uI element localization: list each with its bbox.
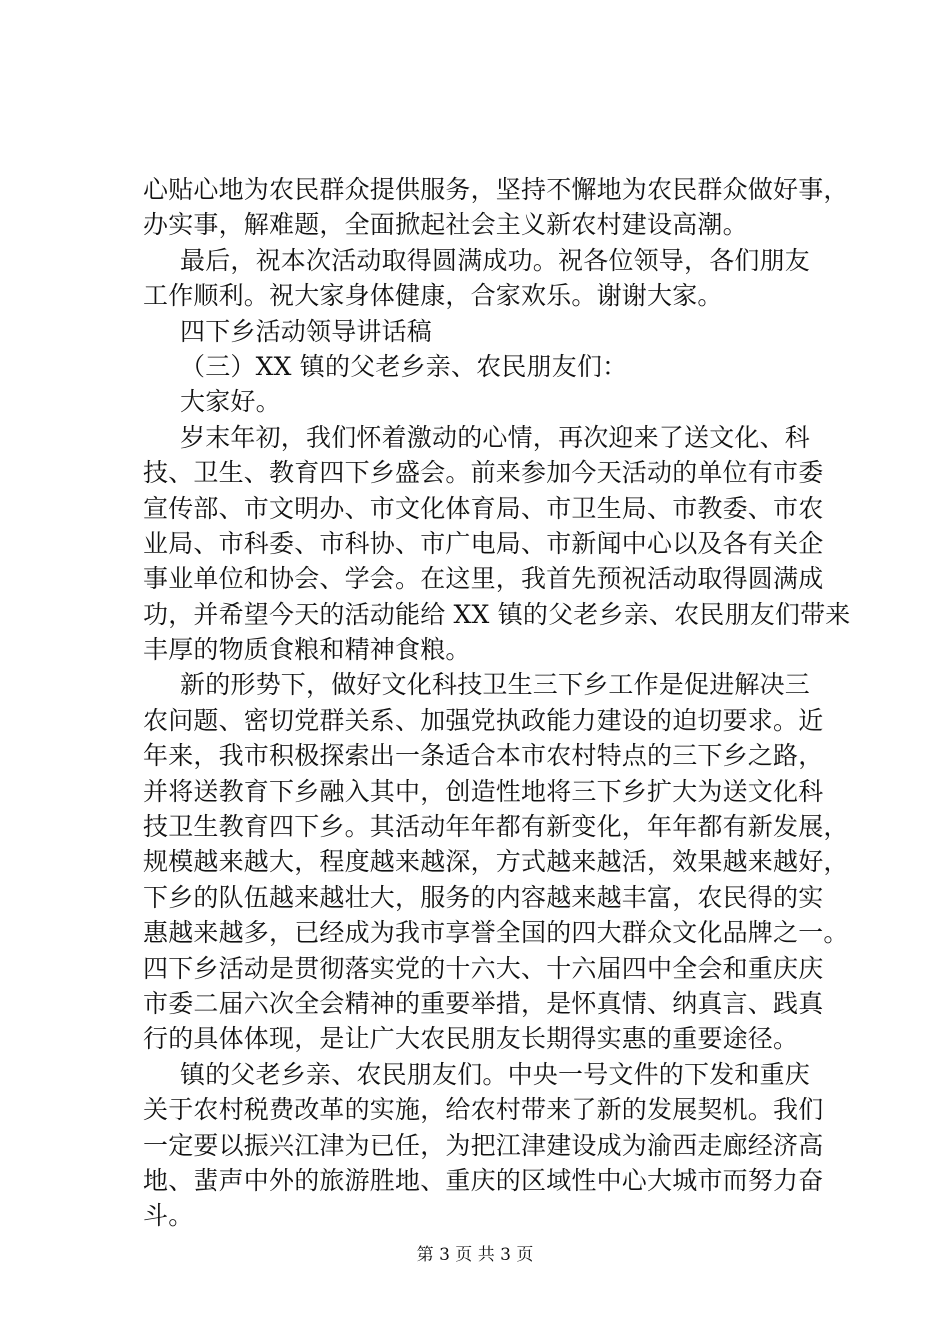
text-line: 行的具体体现，是让广大农民朋友长期得实惠的重要途径。 (143, 1024, 799, 1054)
text-line: 工作顺利。祝大家身体健康，合家欢乐。谢谢大家。 (143, 281, 723, 311)
text-line: 一定要以振兴江津为已任，为把江津建设成为渝西走廊经济高 (143, 1130, 824, 1160)
page-number-footer: 第 3 页 共 3 页 (416, 1245, 534, 1265)
paragraph-start-line: 新的形势下，做好文化科技卫生三下乡工作是促进解决三 (180, 670, 811, 700)
text-line: 技、卫生、教育四下乡盛会。前来参加今天活动的单位有市委 (143, 458, 824, 488)
text-line: 功，并希望今天的活动能给 XX 镇的父老乡亲、农民朋友们带来 (143, 599, 851, 629)
text-line: 关于农村税费改革的实施，给农村带来了新的发展契机。我们 (143, 1095, 824, 1125)
greeting-line: 大家好。 (180, 387, 281, 417)
paragraph-start-line: 岁末年初，我们怀着激动的心情，再次迎来了送文化、科 (180, 422, 811, 452)
document-body (143, 172, 851, 1234)
text-line: 地、蜚声中外的旅游胜地、重庆的区域性中心大城市而努力奋 (143, 1165, 824, 1195)
text-line: 年来，我市积极探索出一条适合本市农村特点的三下乡之路， (143, 741, 824, 771)
text-line: 惠越来越多，已经成为我市享誉全国的四大群众文化品牌之一。 (143, 918, 849, 948)
text-line: 农问题、密切党群关系、加强党执政能力建设的迫切要求。近 (143, 705, 824, 735)
text-line: 业局、市科委、市科协、市广电局、市新闻中心以及各有关企 (143, 528, 824, 558)
text-line: 技卫生教育四下乡。其活动年年都有新变化，年年都有新发展， (143, 812, 849, 842)
text-line: 办实事，解难题，全面掀起社会主义新农村建设高潮。 (143, 210, 748, 240)
text-line: 心贴心地为农民群众提供服务，坚持不懈地为农民群众做好事， (143, 175, 849, 204)
text-line: 规模越来越大，程度越来越深，方式越来越活，效果越来越好， (143, 847, 849, 877)
salutation-line: （三）XX 镇的父老乡亲、农民朋友们： (180, 351, 628, 381)
text-line: 四下乡活动是贯彻落实党的十六大、十六届四中全会和重庆庆 (143, 953, 824, 983)
text-line: 斗。 (143, 1201, 194, 1231)
text-line: 下乡的队伍越来越壮大，服务的内容越来越丰富，农民得的实 (143, 882, 824, 912)
section-title: 四下乡活动领导讲话稿 (180, 316, 433, 346)
text-line: 事业单位和协会、学会。在这里，我首先预祝活动取得圆满成 (143, 564, 824, 594)
text-line: 并将送教育下乡融入其中，创造性地将三下乡扩大为送文化科 (143, 776, 824, 806)
text-line: 宣传部、市文明办、市文化体育局、市卫生局、市教委、市农 (143, 493, 824, 523)
text-line: 丰厚的物质食粮和精神食粮。 (143, 635, 471, 665)
text-line: 市委二届六次全会精神的重要举措，是怀真情、纳真言、践真 (143, 988, 824, 1018)
paragraph-start-line: 镇的父老乡亲、农民朋友们。中央一号文件的下发和重庆 (180, 1059, 811, 1089)
paragraph-start-line: 最后，祝本次活动取得圆满成功。祝各位领导，各们朋友 (180, 245, 811, 275)
